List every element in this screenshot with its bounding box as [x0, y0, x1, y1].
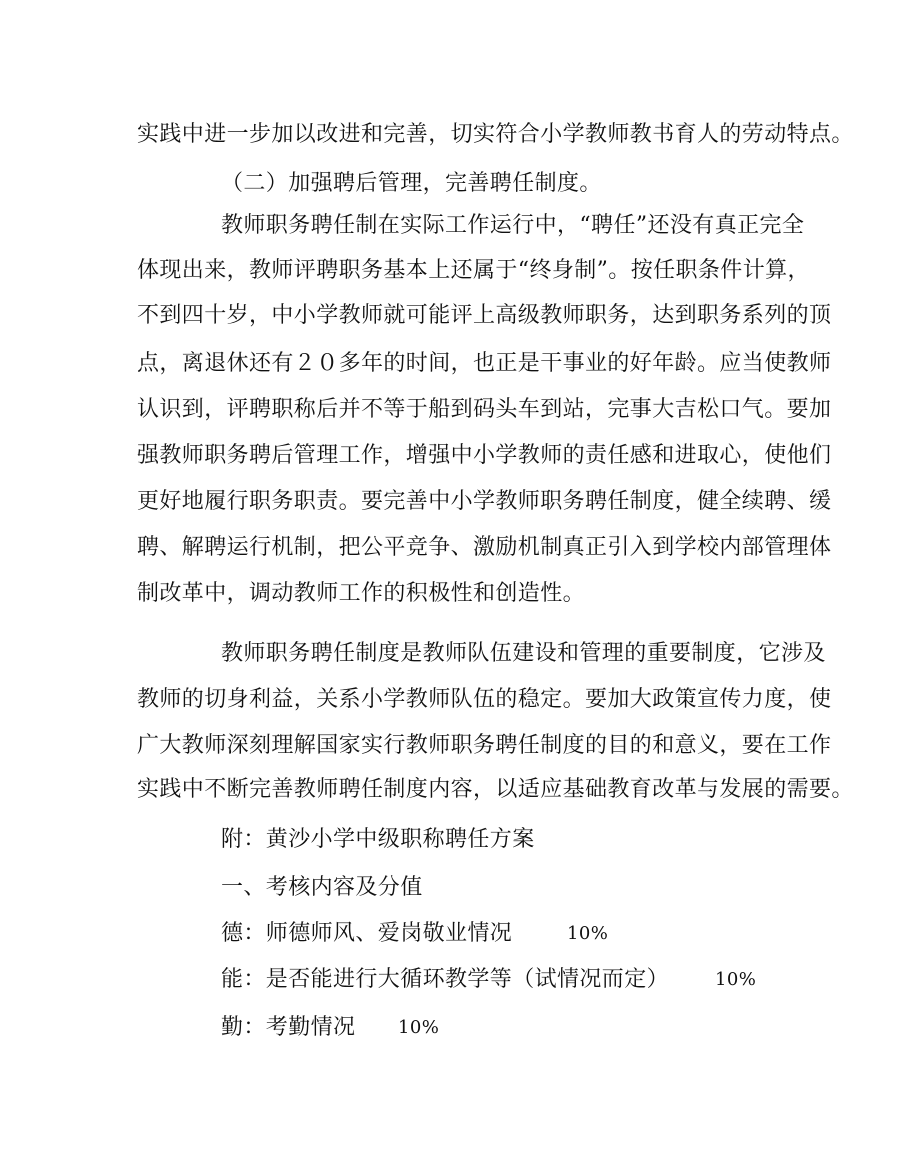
paragraph-line: 教师职务聘任制度是教师队伍建设和管理的重要制度，它涉及: [221, 641, 826, 666]
paragraph-line: 教师职务聘任制在实际工作运行中，“聘任”还没有真正完全: [221, 213, 805, 238]
continued-paragraph-line: 实践中进一步加以改进和完善，切实符合小学教师教书育人的劳动特点。: [137, 122, 854, 147]
paragraph-line: 聘、解聘运行机制，把公平竞争、激励机制真正引入到学校内部管理体: [137, 535, 832, 560]
paragraph-line: 认识到，评聘职称后并不等于船到码头车到站，完事大吉松口气。要加: [137, 397, 832, 422]
score-item-row: [221, 1014, 440, 1042]
score-item-value: 10%: [567, 923, 609, 944]
paragraph-line: 不到四十岁，中小学教师就可能评上高级教师职务，达到职务系列的顶: [137, 303, 832, 328]
paragraph-line: 广大教师深刻理解国家实行教师职务聘任制度的目的和意义，要在工作: [137, 733, 832, 758]
paragraph-line: 制改革中，调动教师工作的积极性和创造性。: [137, 581, 586, 606]
score-item-label: 德：师德师风、爱岗敬业情况: [221, 921, 513, 946]
paragraph-line: 体现出来，教师评聘职务基本上还属于“终身制”。按任职条件计算，: [137, 258, 810, 283]
score-item-label: 勤：考勤情况: [221, 1015, 356, 1040]
appendix-title: 附：黄沙小学中级职称聘任方案: [221, 827, 535, 852]
section-one-title: 一、考核内容及分值: [221, 875, 423, 900]
score-item-label: 能：是否能进行大循环教学等（试情况而定）: [221, 967, 670, 992]
paragraph-line: 实践中不断完善教师聘任制度内容，以适应基础教育改革与发展的需要。: [137, 777, 854, 802]
score-item-row: [221, 966, 757, 994]
paragraph-line: 强教师职务聘后管理工作，增强中小学教师的责任感和进取心，使他们: [137, 443, 832, 468]
section-heading: （二）加强聘后管理，完善聘任制度。: [221, 171, 602, 196]
score-item-row: [221, 920, 609, 948]
paragraph-line: 更好地履行职务职责。要完善中小学教师职务聘任制度，健全续聘、缓: [137, 489, 832, 514]
paragraph-line: 点，离退休还有２０多年的时间，也正是干事业的好年龄。应当使教师: [137, 351, 832, 376]
score-item-value: 10%: [715, 969, 757, 990]
paragraph-line: 教师的切身利益，关系小学教师队伍的稳定。要加大政策宣传力度，使: [137, 687, 832, 712]
score-item-value: 10%: [398, 1017, 440, 1038]
